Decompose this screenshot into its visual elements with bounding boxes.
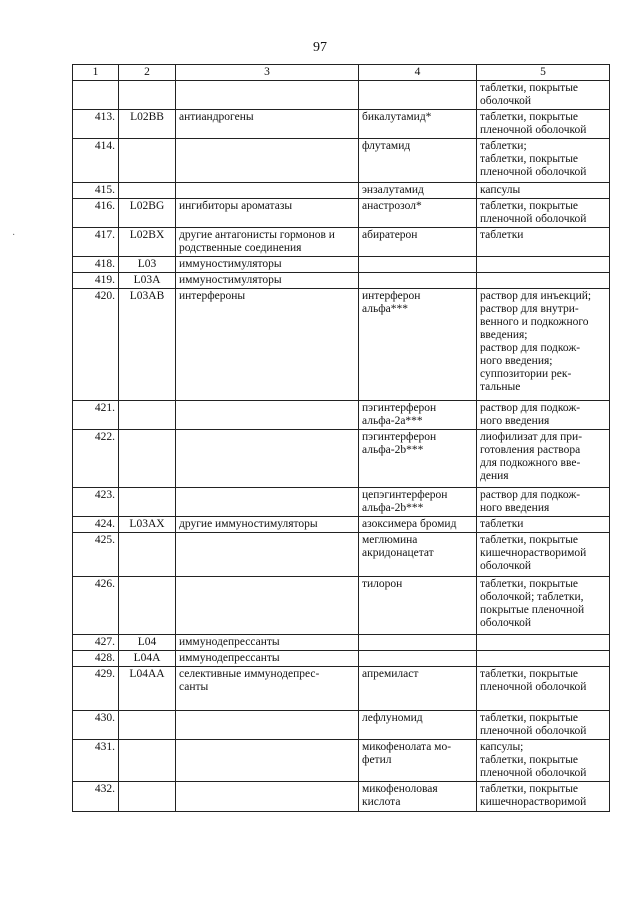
table-row xyxy=(73,289,610,401)
table-row xyxy=(73,401,610,430)
row-number-cell: 419. xyxy=(73,273,119,289)
row-number-cell: 415. xyxy=(73,183,119,199)
table-row xyxy=(73,110,610,139)
table-body xyxy=(73,81,610,812)
atc-group-cell xyxy=(176,711,359,740)
table-row xyxy=(73,711,610,740)
page-number: 97 xyxy=(313,40,327,55)
atc-group-cell: другие иммуностимуляторы xyxy=(176,517,359,533)
drug-name-cell: тилорон xyxy=(359,577,477,635)
dosage-form-cell: таблетки; таблетки, покрытые пленочной оболочкой xyxy=(477,139,610,183)
drug-name-cell: микофенолата мо- фетил xyxy=(359,740,477,782)
atc-group-cell xyxy=(176,488,359,517)
dosage-form-cell: таблетки, покрытые оболочкой; таблетки, покрытые пленочной оболочкой xyxy=(477,577,610,635)
atc-group-cell: ингибиторы ароматазы xyxy=(176,199,359,228)
atc-group-cell xyxy=(176,401,359,430)
drug-name-cell: энзалутамид xyxy=(359,183,477,199)
drug-name-cell: пэгинтерферон альфа-2b*** xyxy=(359,430,477,488)
dosage-form-cell: таблетки, покрытые кишечнорастворимой xyxy=(477,782,610,812)
drug-name-cell: цепэгинтерферон альфа-2b*** xyxy=(359,488,477,517)
row-number-cell: 432. xyxy=(73,782,119,812)
dosage-form-cell xyxy=(477,257,610,273)
row-number-cell: 414. xyxy=(73,139,119,183)
atc-group-cell xyxy=(176,139,359,183)
drug-name-cell: лефлуномид xyxy=(359,711,477,740)
dosage-form-cell: таблетки, покрытые кишечнорастворимой оболочкой xyxy=(477,533,610,577)
table-row xyxy=(73,139,610,183)
row-number-cell: 424. xyxy=(73,517,119,533)
row-number-cell: 427. xyxy=(73,635,119,651)
atc-code-cell xyxy=(119,430,176,488)
row-number-cell: 430. xyxy=(73,711,119,740)
atc-group-cell: иммуностимуляторы xyxy=(176,257,359,273)
drug-name-cell xyxy=(359,273,477,289)
atc-group-cell: иммуностимуляторы xyxy=(176,273,359,289)
drug-name-cell: азоксимера бромид xyxy=(359,517,477,533)
atc-group-cell xyxy=(176,183,359,199)
atc-code-cell: L02BB xyxy=(119,110,176,139)
table-row xyxy=(73,667,610,711)
dosage-form-cell: таблетки, покрытые пленочной оболочкой xyxy=(477,667,610,711)
table-row xyxy=(73,183,610,199)
drug-name-cell xyxy=(359,635,477,651)
drug-name-cell xyxy=(359,81,477,110)
dosage-form-cell: таблетки, покрытые пленочной оболочкой xyxy=(477,110,610,139)
atc-code-cell xyxy=(119,711,176,740)
drug-name-cell: апремиласт xyxy=(359,667,477,711)
atc-code-cell: L02BG xyxy=(119,199,176,228)
atc-code-cell: L02BX xyxy=(119,228,176,257)
atc-group-cell xyxy=(176,782,359,812)
dosage-form-cell: лиофилизат для при- готовления раствора для подкожного вве- дения xyxy=(477,430,610,488)
row-number-cell: 420. xyxy=(73,289,119,401)
row-number-cell: 429. xyxy=(73,667,119,711)
dosage-form-cell: таблетки xyxy=(477,517,610,533)
dosage-form-cell: раствор для подкож- ного введения xyxy=(477,401,610,430)
row-number-cell: 428. xyxy=(73,651,119,667)
table-row xyxy=(73,782,610,812)
atc-group-cell: другие антагонисты гормонов и родственные соединения xyxy=(176,228,359,257)
atc-code-cell: L04AA xyxy=(119,667,176,711)
table-row xyxy=(73,740,610,782)
atc-group-cell xyxy=(176,81,359,110)
dosage-form-cell: раствор для подкож- ного введения xyxy=(477,488,610,517)
dosage-form-cell: таблетки, покрытые пленочной оболочкой xyxy=(477,711,610,740)
atc-group-cell: антиандрогены xyxy=(176,110,359,139)
drug-name-cell: абиратерон xyxy=(359,228,477,257)
row-number-cell: 422. xyxy=(73,430,119,488)
atc-group-cell xyxy=(176,577,359,635)
atc-code-cell: L03AX xyxy=(119,517,176,533)
atc-code-cell: L03 xyxy=(119,257,176,273)
dosage-form-cell: капсулы xyxy=(477,183,610,199)
atc-code-cell xyxy=(119,740,176,782)
dosage-form-cell: раствор для инъекций; раствор для внутри- венного и подкожного введения; раствор для подкож- ного введения; суппозитории рек- тальные xyxy=(477,289,610,401)
row-number-cell: 431. xyxy=(73,740,119,782)
drug-table xyxy=(72,64,610,812)
atc-code-cell: L04 xyxy=(119,635,176,651)
row-number-cell: 418. xyxy=(73,257,119,273)
table-header-row xyxy=(73,65,610,81)
drug-name-cell: флутамид xyxy=(359,139,477,183)
drug-name-cell xyxy=(359,257,477,273)
row-number-cell: 413. xyxy=(73,110,119,139)
dosage-form-cell: капсулы; таблетки, покрытые пленочной оболочкой xyxy=(477,740,610,782)
column-header: 2 xyxy=(119,65,176,81)
drug-name-cell: интерферон альфа*** xyxy=(359,289,477,401)
column-header: 4 xyxy=(359,65,477,81)
atc-group-cell xyxy=(176,533,359,577)
atc-code-cell xyxy=(119,577,176,635)
dosage-form-cell xyxy=(477,635,610,651)
dosage-form-cell xyxy=(477,651,610,667)
atc-code-cell xyxy=(119,782,176,812)
atc-code-cell xyxy=(119,533,176,577)
atc-group-cell: селективные иммунодепрес- санты xyxy=(176,667,359,711)
atc-code-cell xyxy=(119,488,176,517)
atc-code-cell: L04A xyxy=(119,651,176,667)
atc-group-cell: интерфероны xyxy=(176,289,359,401)
column-header: 3 xyxy=(176,65,359,81)
drug-name-cell: анастрозол* xyxy=(359,199,477,228)
dosage-form-cell: таблетки xyxy=(477,228,610,257)
row-number-cell: 426. xyxy=(73,577,119,635)
atc-group-cell: иммунодепрессанты xyxy=(176,635,359,651)
table-row xyxy=(73,199,610,228)
table-row xyxy=(73,257,610,273)
table-row xyxy=(73,517,610,533)
row-number-cell xyxy=(73,81,119,110)
atc-code-cell xyxy=(119,183,176,199)
row-number-cell: 423. xyxy=(73,488,119,517)
table-row xyxy=(73,651,610,667)
atc-code-cell xyxy=(119,81,176,110)
table-row xyxy=(73,577,610,635)
dosage-form-cell: таблетки, покрытые пленочной оболочкой xyxy=(477,199,610,228)
atc-code-cell xyxy=(119,401,176,430)
drug-name-cell: микофеноловая кислота xyxy=(359,782,477,812)
atc-group-cell xyxy=(176,430,359,488)
atc-code-cell xyxy=(119,139,176,183)
drug-name-cell xyxy=(359,651,477,667)
atc-code-cell: L03AB xyxy=(119,289,176,401)
drug-name-cell: меглюмина акридонацетат xyxy=(359,533,477,577)
table-row xyxy=(73,533,610,577)
table-row xyxy=(73,273,610,289)
row-number-cell: 417. xyxy=(73,228,119,257)
drug-name-cell: пэгинтерферон альфа-2а*** xyxy=(359,401,477,430)
row-number-cell: 425. xyxy=(73,533,119,577)
atc-group-cell: иммунодепрессанты xyxy=(176,651,359,667)
margin-mark: · xyxy=(12,230,16,241)
drug-name-cell: бикалутамид* xyxy=(359,110,477,139)
atc-code-cell: L03A xyxy=(119,273,176,289)
column-header: 1 xyxy=(73,65,119,81)
atc-group-cell xyxy=(176,740,359,782)
dosage-form-cell: таблетки, покрытые оболочкой xyxy=(477,81,610,110)
row-number-cell: 421. xyxy=(73,401,119,430)
row-number-cell: 416. xyxy=(73,199,119,228)
table-row xyxy=(73,635,610,651)
table-row xyxy=(73,228,610,257)
column-header: 5 xyxy=(477,65,610,81)
table-row xyxy=(73,430,610,488)
table-row xyxy=(73,488,610,517)
dosage-form-cell xyxy=(477,273,610,289)
table-row xyxy=(73,81,610,110)
